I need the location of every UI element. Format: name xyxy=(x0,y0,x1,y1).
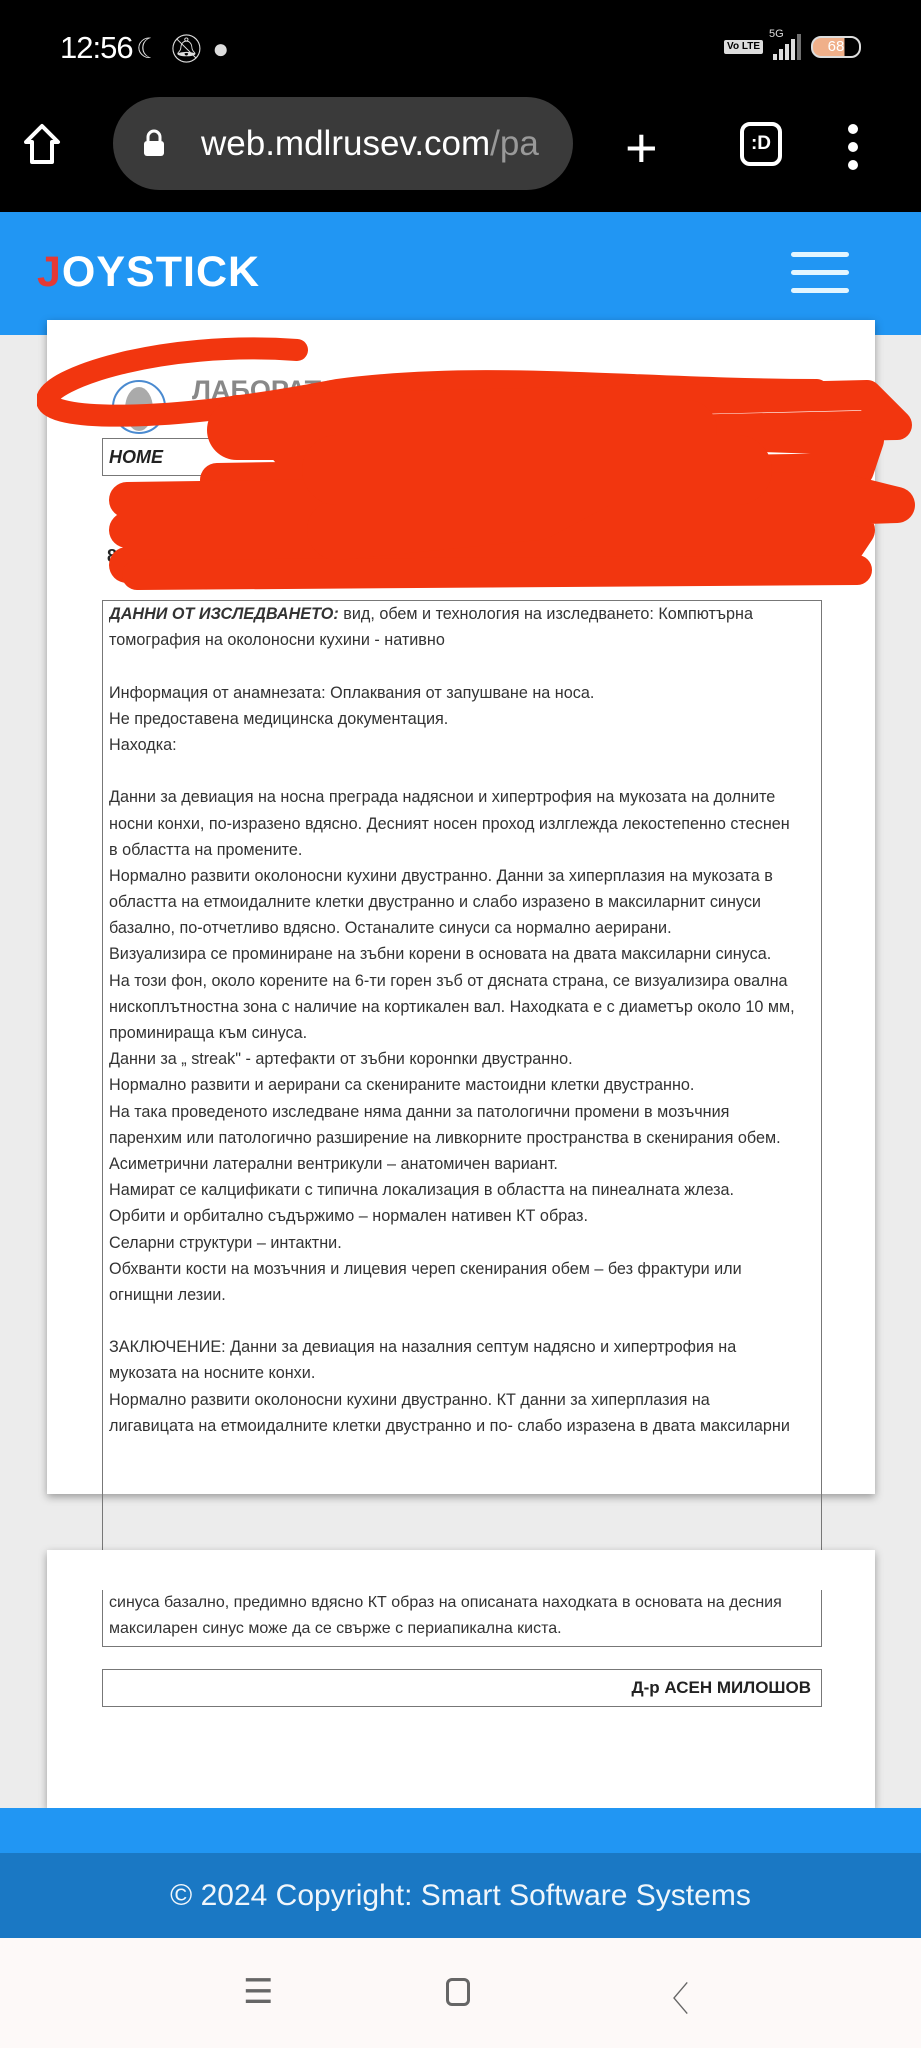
url-host: web.mdlrusev.com xyxy=(201,123,491,163)
report-line xyxy=(109,1308,815,1334)
volte-icon: Vo LTE xyxy=(724,40,763,54)
home-nav-icon[interactable] xyxy=(446,1978,470,2006)
report-page-2 xyxy=(47,1550,875,1808)
site-header xyxy=(0,212,921,335)
bell-off-icon: 🔕︎ xyxy=(168,33,205,64)
system-icons xyxy=(724,28,861,60)
redaction-scribble xyxy=(37,330,917,600)
report-line: мукозата на носните конхи. xyxy=(109,1364,316,1383)
report-line xyxy=(109,653,815,679)
tab-switcher-button[interactable]: :D xyxy=(740,122,782,166)
notification-icons xyxy=(136,32,229,65)
report-line: Нормално развити околоносни кухини двустранно. Данни за хиперплазия на мукозата в xyxy=(109,866,773,885)
battery-icon: 68 xyxy=(811,36,861,58)
partial-digits: 88 xyxy=(107,546,128,566)
report-line: Намират се калцификати с типична локализация в областта на пинеалната жлеза. xyxy=(109,1181,735,1200)
report-line: носни конхи, по-изразено вдясно. Десният носен проход излглежда лекостепенно стеснен xyxy=(109,814,790,833)
report-line: синуса базално, предимно вдясно КТ образ на описаната находката в основата на десния xyxy=(109,1594,782,1611)
new-tab-button[interactable]: + xyxy=(625,116,658,179)
footer-band xyxy=(0,1808,921,1853)
report-line: проминираща към синуса. xyxy=(109,1024,308,1042)
report-line: Асиметрични латерални вентрикули – анатомичен вариант. xyxy=(109,1154,558,1173)
signal-icon xyxy=(769,28,801,60)
logo-letter-j: J xyxy=(37,248,62,296)
report-line: Орбити и орбитално съдържимо – нормален нативен КТ образ. xyxy=(109,1207,588,1226)
report-line: На този фон, около корените на 6-ти горен зъб от дясната страна, се визуализира овална xyxy=(109,971,788,990)
report-line: Визуализира се проминиране на зъбни корени в основата на двата максиларни синуса. xyxy=(109,945,772,964)
report-line: Обхванти кости на мозъчния и лицевия череп скенирания обем – без фрактури или xyxy=(109,1259,742,1278)
messenger-icon: ● xyxy=(212,33,230,64)
address-bar[interactable] xyxy=(113,97,573,190)
back-icon[interactable]: 〈 xyxy=(655,1981,689,2019)
report-line: Данни за „ streak" - артефакти от зъбни коронnки двустранно. xyxy=(109,1050,573,1069)
network-type: 5G xyxy=(769,28,784,40)
report-line: паренхим или патологично разширение на ливкорните пространства в скенирания обем. xyxy=(109,1128,781,1147)
doctor-signature: Д-р АСЕН МИЛОШОВ xyxy=(102,1669,822,1707)
copyright-footer: © 2024 Copyright: Smart Software Systems xyxy=(0,1853,921,1938)
report-line: максиларен синус може да се свърже с периапикална киста. xyxy=(109,1620,562,1638)
home-icon[interactable] xyxy=(22,122,62,166)
hamburger-menu-icon[interactable] xyxy=(791,252,849,306)
recent-apps-icon[interactable]: ☰ xyxy=(243,1973,274,2011)
report-line: огнищни лезии. xyxy=(109,1285,226,1304)
clock: 12:56 xyxy=(60,30,133,65)
moon-icon: ☾ xyxy=(136,33,162,64)
logo-text: OYSTICK xyxy=(61,248,261,296)
more-menu-icon[interactable] xyxy=(848,124,858,178)
report-line: Не предоставена медицинска документация. xyxy=(109,709,449,728)
report-line: нископлътностна зона с наличие на кортикален вал. Находката е с диаметър около 10 мм, xyxy=(109,997,795,1016)
report-line: ЗАКЛЮЧЕНИЕ: Данни за девиация на назалния септум надясно и хипертрофия на xyxy=(109,1338,737,1357)
report-line: Селарни структури – интактни. xyxy=(109,1233,342,1252)
report-line: в областта на промените. xyxy=(109,840,303,859)
status-bar xyxy=(0,0,921,100)
report-line xyxy=(109,758,815,784)
site-logo[interactable] xyxy=(37,248,260,297)
report-line: Данни за девиация на носна преграда надяснои и хипертрофия на мукозата на долните xyxy=(109,788,776,807)
android-nav-bar xyxy=(0,1938,921,2048)
report-line: Находка: xyxy=(109,735,177,754)
report-line: Нормално развити околоносни кухини двустранно. КТ данни за хиперплазия на xyxy=(109,1390,710,1409)
report-line: томография на околоносни кухини - нативно xyxy=(109,631,445,650)
lab-name-partial: ЛАБОРАТО xyxy=(192,375,342,405)
url-path: /pa xyxy=(490,123,539,163)
browser-toolbar xyxy=(0,100,921,212)
findings-heading-rest: вид, обем и технология на изследването: Компютърна xyxy=(338,605,753,623)
report-line: базално, по-отчетливо вдясно. Останалите синуси са нормално аерирани. xyxy=(109,919,672,938)
report-page-1 xyxy=(47,320,875,1494)
report-line: лигавицата на етмоидалните клетки двустранно и по- слабо изразена в двата максиларни xyxy=(109,1416,790,1435)
number-label: НОМЕ xyxy=(109,447,163,467)
report-line: Информация от анамнезата: Оплаквания от запушване на носа. xyxy=(109,683,595,702)
report-line: Нормално развити и аерирани са скенираните мастоидни клетки двустранно. xyxy=(109,1076,695,1095)
report-line: На така проведеното изследване няма данни за патологични промени в мозъчния xyxy=(109,1102,730,1121)
lock-icon xyxy=(143,129,165,157)
findings-heading: ДАННИ ОТ ИЗСЛЕДВАНЕТО: xyxy=(109,605,339,623)
conclusion-continuation-box xyxy=(102,1590,822,1647)
findings-heading-line xyxy=(109,601,815,627)
report-line: областта на етмоидалните клетки двустранно и слабо изразено в максиларнит синуси xyxy=(109,893,761,912)
